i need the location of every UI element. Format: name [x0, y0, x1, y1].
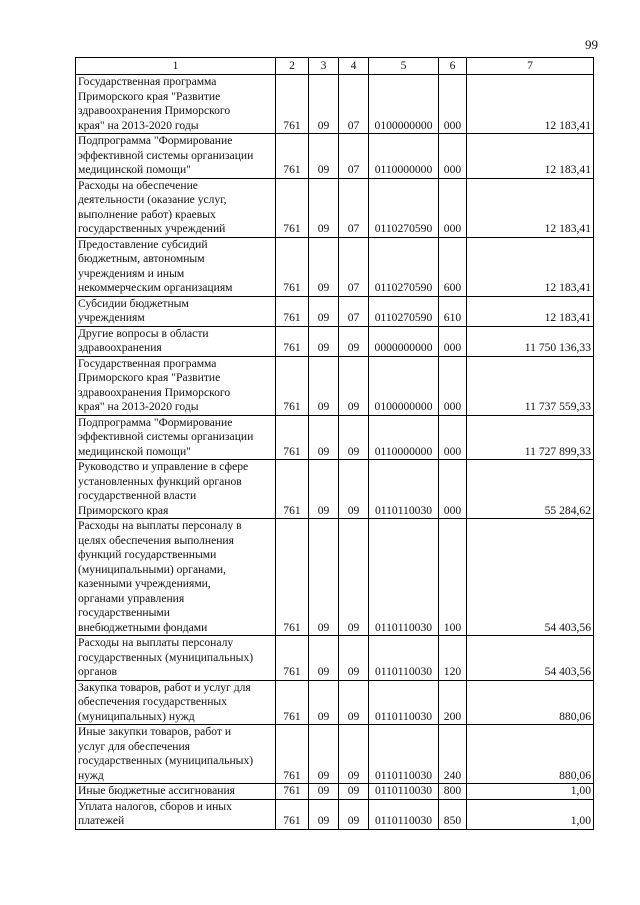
amount-cell: 11 737 559,33: [467, 356, 594, 415]
row-name-cell: Подпрограмма "Формирование эффективной системы организации медицинской помощи": [76, 415, 276, 460]
ministry-code-cell: 761: [276, 680, 309, 725]
row-name-cell: Субсидии бюджетным учреждениям: [76, 296, 276, 326]
subsection-code-cell: 09: [339, 799, 369, 829]
target-article-cell: 0110000000: [369, 415, 439, 460]
ministry-code-cell: 761: [276, 296, 309, 326]
section-code-cell: 09: [309, 75, 339, 134]
budget-table: [75, 57, 594, 830]
target-article-cell: 0110270590: [369, 296, 439, 326]
subsection-code-cell: 07: [339, 75, 369, 134]
table-row: [76, 519, 594, 636]
subsection-code-cell: 09: [339, 784, 369, 800]
expense-type-cell: 240: [439, 725, 467, 784]
subsection-code-cell: 09: [339, 680, 369, 725]
section-code-cell: 09: [309, 725, 339, 784]
ministry-code-cell: 761: [276, 784, 309, 800]
row-name-cell: Руководство и управление в сфере установленных функций органов государственной власти Приморского края: [76, 460, 276, 519]
ministry-code-cell: 761: [276, 460, 309, 519]
table-row: [76, 356, 594, 415]
section-code-cell: 09: [309, 415, 339, 460]
ministry-code-cell: 761: [276, 725, 309, 784]
ministry-code-cell: 761: [276, 519, 309, 636]
table-row: [76, 636, 594, 681]
table-row: [76, 237, 594, 296]
subsection-code-cell: 07: [339, 237, 369, 296]
amount-cell: 880,06: [467, 725, 594, 784]
section-code-cell: 09: [309, 636, 339, 681]
amount-cell: 55 284,62: [467, 460, 594, 519]
column-header: 5: [369, 58, 439, 75]
expense-type-cell: 200: [439, 680, 467, 725]
ministry-code-cell: 761: [276, 326, 309, 356]
ministry-code-cell: 761: [276, 237, 309, 296]
ministry-code-cell: 761: [276, 75, 309, 134]
subsection-code-cell: 09: [339, 636, 369, 681]
expense-type-cell: 000: [439, 356, 467, 415]
target-article-cell: 0110110030: [369, 799, 439, 829]
row-name-cell: Расходы на выплаты персоналу государственных (муниципальных) органов: [76, 636, 276, 681]
ministry-code-cell: 761: [276, 134, 309, 179]
amount-cell: 12 183,41: [467, 75, 594, 134]
row-name-cell: Расходы на выплаты персоналу в целях обеспечения выполнения функций государственными (муниципальными) органами, казенными учреждениями, органами управления государственными внебюджетными фондами: [76, 519, 276, 636]
table-row: [76, 799, 594, 829]
section-code-cell: 09: [309, 178, 339, 237]
subsection-code-cell: 09: [339, 415, 369, 460]
section-code-cell: 09: [309, 799, 339, 829]
target-article-cell: 0100000000: [369, 356, 439, 415]
row-name-cell: Другие вопросы в области здравоохранения: [76, 326, 276, 356]
subsection-code-cell: 09: [339, 356, 369, 415]
expense-type-cell: 000: [439, 134, 467, 179]
section-code-cell: 09: [309, 460, 339, 519]
amount-cell: 12 183,41: [467, 178, 594, 237]
table-row: [76, 725, 594, 784]
amount-cell: 11 727 899,33: [467, 415, 594, 460]
ministry-code-cell: 761: [276, 636, 309, 681]
target-article-cell: 0110110030: [369, 460, 439, 519]
target-article-cell: 0110270590: [369, 237, 439, 296]
target-article-cell: 0110110030: [369, 784, 439, 800]
row-name-cell: Иные бюджетные ассигнования: [76, 784, 276, 800]
table-row: [76, 784, 594, 800]
table-row: [76, 326, 594, 356]
column-header: 1: [76, 58, 276, 75]
target-article-cell: 0000000000: [369, 326, 439, 356]
expense-type-cell: 120: [439, 636, 467, 681]
expense-type-cell: 000: [439, 75, 467, 134]
expense-type-cell: 000: [439, 415, 467, 460]
table-body: [76, 58, 594, 830]
ministry-code-cell: 761: [276, 356, 309, 415]
amount-cell: 880,06: [467, 680, 594, 725]
expense-type-cell: 610: [439, 296, 467, 326]
subsection-code-cell: 07: [339, 296, 369, 326]
amount-cell: 1,00: [467, 799, 594, 829]
target-article-cell: 0110000000: [369, 134, 439, 179]
ministry-code-cell: 761: [276, 178, 309, 237]
column-header: 6: [439, 58, 467, 75]
table-row: [76, 680, 594, 725]
table-row: [76, 134, 594, 179]
table-row: [76, 75, 594, 134]
target-article-cell: 0110110030: [369, 680, 439, 725]
target-article-cell: 0100000000: [369, 75, 439, 134]
target-article-cell: 0110110030: [369, 636, 439, 681]
column-header: 2: [276, 58, 309, 75]
section-code-cell: 09: [309, 326, 339, 356]
row-name-cell: Уплата налогов, сборов и иных платежей: [76, 799, 276, 829]
amount-cell: 12 183,41: [467, 134, 594, 179]
section-code-cell: 09: [309, 680, 339, 725]
amount-cell: 11 750 136,33: [467, 326, 594, 356]
subsection-code-cell: 09: [339, 725, 369, 784]
column-header: 3: [309, 58, 339, 75]
expense-type-cell: 600: [439, 237, 467, 296]
column-header: 4: [339, 58, 369, 75]
target-article-cell: 0110270590: [369, 178, 439, 237]
expense-type-cell: 850: [439, 799, 467, 829]
section-code-cell: 09: [309, 296, 339, 326]
section-code-cell: 09: [309, 519, 339, 636]
row-name-cell: Подпрограмма "Формирование эффективной системы организации медицинской помощи": [76, 134, 276, 179]
amount-cell: 54 403,56: [467, 636, 594, 681]
expense-type-cell: 000: [439, 326, 467, 356]
column-header: 7: [467, 58, 594, 75]
amount-cell: 1,00: [467, 784, 594, 800]
section-code-cell: 09: [309, 134, 339, 179]
row-name-cell: Расходы на обеспечение деятельности (оказание услуг, выполнение работ) краевых государственных учреждений: [76, 178, 276, 237]
table-row: [76, 296, 594, 326]
amount-cell: 12 183,41: [467, 296, 594, 326]
table-row: [76, 460, 594, 519]
row-name-cell: Закупка товаров, работ и услуг для обеспечения государственных (муниципальных) нужд: [76, 680, 276, 725]
ministry-code-cell: 761: [276, 415, 309, 460]
subsection-code-cell: 09: [339, 326, 369, 356]
expense-type-cell: 100: [439, 519, 467, 636]
row-name-cell: Иные закупки товаров, работ и услуг для обеспечения государственных (муниципальных) нужд: [76, 725, 276, 784]
subsection-code-cell: 09: [339, 460, 369, 519]
table-header-row: [76, 58, 594, 75]
expense-type-cell: 000: [439, 460, 467, 519]
target-article-cell: 0110110030: [369, 725, 439, 784]
section-code-cell: 09: [309, 784, 339, 800]
target-article-cell: 0110110030: [369, 519, 439, 636]
table-row: [76, 178, 594, 237]
section-code-cell: 09: [309, 356, 339, 415]
table-row: [76, 415, 594, 460]
subsection-code-cell: 09: [339, 519, 369, 636]
expense-type-cell: 000: [439, 178, 467, 237]
expense-type-cell: 800: [439, 784, 467, 800]
row-name-cell: Предоставление субсидий бюджетным, автономным учреждениям и иным некоммерческим организациям: [76, 237, 276, 296]
subsection-code-cell: 07: [339, 178, 369, 237]
page-number: 99: [585, 37, 598, 52]
amount-cell: 54 403,56: [467, 519, 594, 636]
amount-cell: 12 183,41: [467, 237, 594, 296]
row-name-cell: Государственная программа Приморского края "Развитие здравоохранения Приморского края" на 2013-2020 годы: [76, 75, 276, 134]
section-code-cell: 09: [309, 237, 339, 296]
ministry-code-cell: 761: [276, 799, 309, 829]
row-name-cell: Государственная программа Приморского края "Развитие здравоохранения Приморского края" на 2013-2020 годы: [76, 356, 276, 415]
subsection-code-cell: 07: [339, 134, 369, 179]
